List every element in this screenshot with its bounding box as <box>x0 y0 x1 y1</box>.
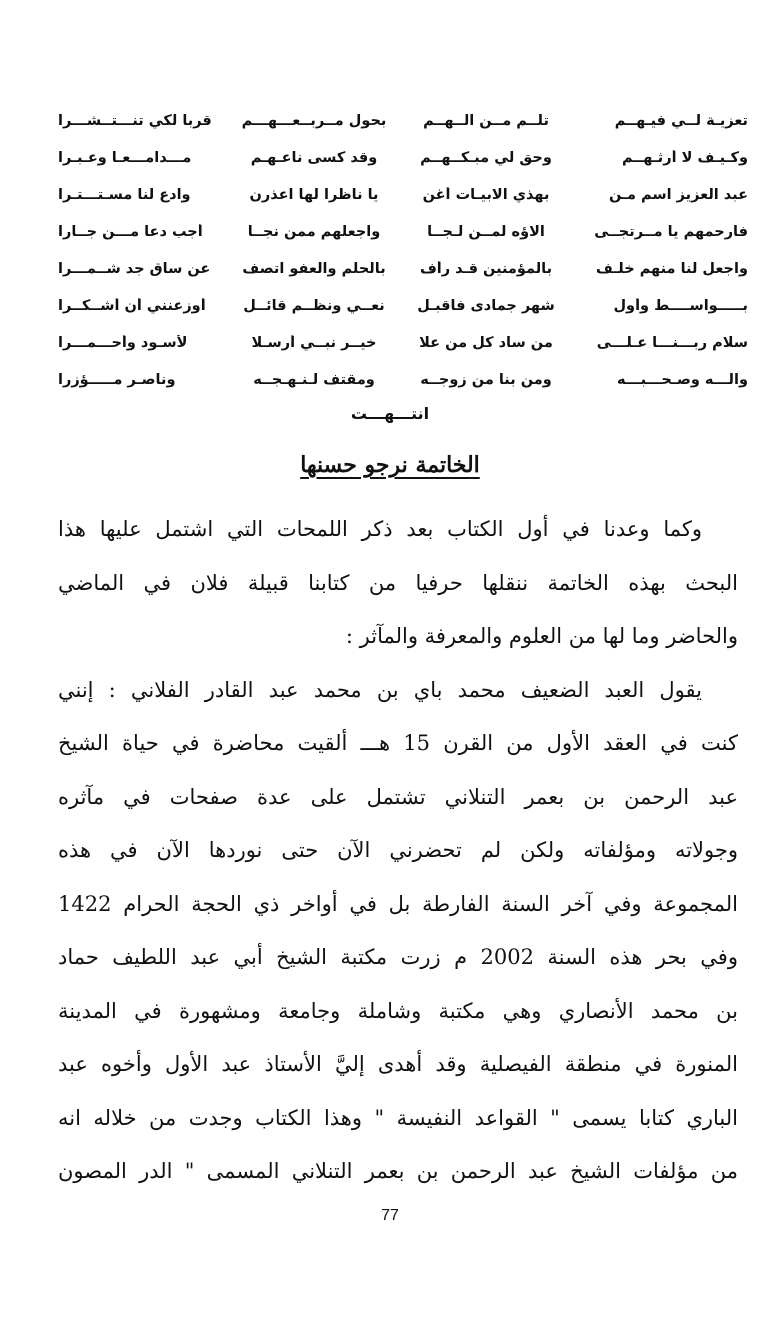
poem-hemistich: بالحلم والعفو اتصف <box>242 260 386 277</box>
poem-row <box>58 287 748 324</box>
body-line: المنورة في منطقة الفيصلية وقد أهدى إليَّ الأستاذ عبد الأول وأخوه عبد <box>58 1052 738 1076</box>
body-line: الباري كتابا يسمى " القواعد النفيسة " وهذا الكتاب وجدت من خلاله انه <box>58 1105 738 1130</box>
poem-hemistich: بـــــواســــط وأول <box>613 297 748 314</box>
poem-hemistich: نعــي ونظــم قائــل <box>243 297 385 314</box>
poem-hemistich: آلاؤه لمــن لـجــا <box>427 223 545 240</box>
body-line: وجولاته ومؤلفاته ولكن لم تحضرني الآن حتى نوردها الآن في هذه <box>58 838 738 862</box>
poem-hemistich: سلام ربـــنـــا عـلـــى <box>596 334 748 351</box>
section-title: الخاتمة نرجو حسنها <box>300 452 480 478</box>
poem-end-word: انتـــهـــت <box>350 404 430 423</box>
poem-hemistich: واجعلهم ممن نجــا <box>247 223 381 240</box>
poem-hemistich: بحول مــربــعـــهـــم <box>241 112 387 129</box>
poem-hemistich: وادع لنا مسـتـــتـرا <box>58 186 191 203</box>
poem-hemistich: يا ناظرا لها اعذرن <box>249 186 379 203</box>
poem-hemistich: لأسـود وأحـــمـــرا <box>58 334 188 351</box>
poem-hemistich: وكـيـف لا أرثـهــم <box>621 149 748 166</box>
poem-hemistich: وقد كسى ناعـهـم <box>250 149 378 166</box>
body-line: وفي بحر هذه السنة 2002 م زرت مكتبة الشيخ أبي عبد اللطيف حماد <box>58 945 738 969</box>
poem-hemistich: بهذي الابيـات أغن <box>422 186 550 203</box>
poem-hemistich: مـــدامـــعـا وعـبـرا <box>58 149 192 166</box>
body-paragraphs <box>58 503 738 1199</box>
poem-row <box>58 176 748 213</box>
body-line: يقول العبد الضعيف محمد باي بن محمد عبد القادر الفلاني : إنني <box>58 677 702 702</box>
poem-hemistich: أجب دعا مـــن جــارا <box>58 223 203 240</box>
body-line: بن محمد الأنصاري وهي مكتبة وشاملة وجامعة ومشهورة في المدينة <box>58 998 738 1023</box>
body-line: وكما وعدنا في أول الكتاب بعد ذكر اللمحات التي اشتمل عليها هذا <box>58 517 702 541</box>
body-line: والحاضر وما لها من العلوم والمعرفة والمآثر : <box>345 624 738 648</box>
poem-row <box>58 250 748 287</box>
page-number: 77 <box>381 1207 399 1224</box>
poem-hemistich: من ساد كل من علا <box>419 334 553 351</box>
poem-hemistich: قربا لكي تنـــتــشـــرا <box>58 112 212 129</box>
poem-row <box>58 361 748 398</box>
poem-row <box>58 102 748 139</box>
poem-hemistich: شهر جمادى فاقبـل <box>417 297 555 314</box>
poem-hemistich: أوزعنني أن أشــكــرا <box>58 297 206 314</box>
body-line: المجموعة وفي آخر السنة الفارطة بل في أواخر ذي الحجة الحرام 1422 <box>58 891 738 916</box>
poem-hemistich: بالمؤمنين قـد رأف <box>419 260 553 277</box>
poem-hemistich: تلــم مــن آلــهــم <box>423 112 549 129</box>
poem-hemistich: خيــر نبــي أرسـلا <box>251 334 377 351</box>
poem-row <box>58 139 748 176</box>
body-line: كنت في العقد الأول من القرن 15 هـــ ألقيت محاضرة في حياة الشيخ <box>58 731 738 755</box>
poem-hemistich: وآلـــه وصـحـــبـــه <box>616 371 748 388</box>
poem-block <box>58 102 748 398</box>
poem-hemistich: وحق لي مبـكــهــم <box>420 149 552 166</box>
poem-hemistich: فارحمهم يا مــرتجــى <box>594 223 748 240</box>
poem-hemistich: عن ساق جد شــمـــرا <box>58 260 211 277</box>
poem-hemistich: ومقتف لـنـهـجــه <box>253 371 375 388</box>
body-line: من مؤلفات الشيخ عبد الرحمن بن بعمر التنلاني المسمى " الدر المصون <box>58 1159 738 1183</box>
poem-hemistich: ومن بنا من زوجــه <box>420 371 552 388</box>
poem-hemistich: واجعل لنا منهم خلـف <box>596 260 748 277</box>
body-line: عبد الرحمن بن بعمر التنلاني تشتمل على عدة صفحات في مآثره <box>58 784 738 809</box>
poem-row <box>58 213 748 250</box>
poem-hemistich: تعزيـة لــي فيـهــم <box>614 112 748 129</box>
poem-hemistich: وناصـر مـــــؤزرا <box>58 371 176 388</box>
body-line: البحث بهذه الخاتمة ننقلها حرفيا من كتابنا قبيلة فلان في الماضي <box>58 570 738 595</box>
poem-hemistich: عبد العزيز اسم مـن <box>608 186 748 203</box>
poem-row <box>58 324 748 361</box>
